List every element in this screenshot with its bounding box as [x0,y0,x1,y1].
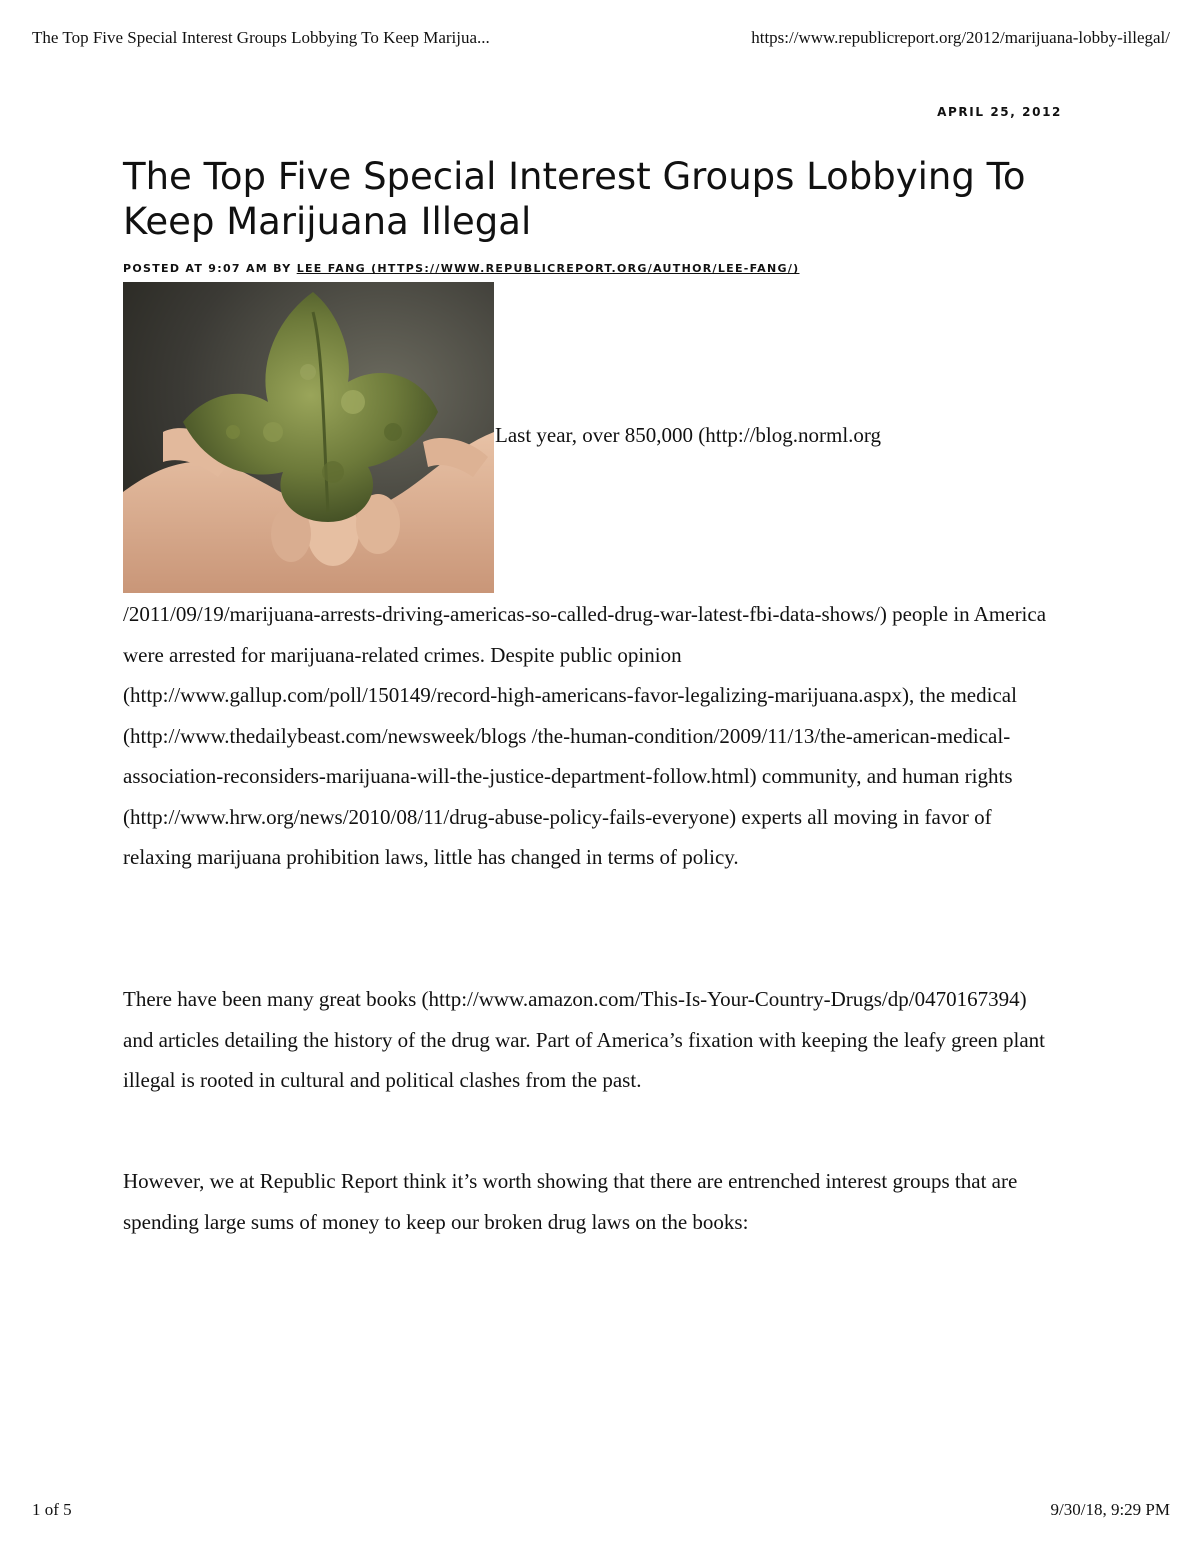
byline [123,262,799,275]
print-header-title: The Top Five Special Interest Groups Lobbying To Keep Marijua... [32,28,490,47]
author-link[interactable]: LEE FANG (HTTPS://WWW.REPUBLICREPORT.ORG/AUTHOR/LEE-FANG/) [296,262,800,275]
article-paragraph-3: However, we at Republic Report think it’s worth showing that there are entrenched interest groups that are spending large sums of money to keep our broken drug laws on the books: [123,1169,1018,1234]
lead-inline-text: Last year, over 850,000 (http://blog.norml.org [495,423,882,447]
byline-prefix: POSTED AT 9:07 AM BY [123,262,292,275]
print-header-url: https://www.republicreport.org/2012/marijuana-lobby-illegal/ [751,28,1170,47]
hero-image [123,282,494,593]
article-paragraph-1: /2011/09/19/marijuana-arrests-driving-americas-so-called-drug-war-latest-fbi-data-shows/) people in America were arrested for marijuana-related crimes. Despite public opinion (http://www.gallup.com/poll/150149/record-high-americans-favor-legalizing-marijuana.aspx), the medical (http://www.thedailybeast.com/newsweek/blogs /the-human-condition/2009/11/13/the-american-medical-association-reconsiders-marijuana-will-the-justice-department-follow.html) community, and human rights (http://www.hrw.org/news/2010/08/11/drug-abuse-policy-fails-everyone) experts all moving in favor of relaxing marijuana prohibition laws, little has changed in terms of policy. [123,602,1047,869]
article-date: APRIL 25, 2012 [937,105,1062,119]
print-header [32,28,1170,48]
print-footer [32,1500,1170,1520]
hands-holding-marijuana-image [123,282,494,593]
page-number: 1 of 5 [32,1500,72,1519]
article-title: The Top Five Special Interest Groups Lobbying To Keep Marijuana Illegal [123,155,1026,243]
article-paragraph-2: There have been many great books (http://www.amazon.com/This-Is-Your-Country-Drugs/dp/0470167394) and articles detailing the history of the drug war. Part of America’s fixation with keeping the leafy green plant illegal is rooted in cultural and political clashes from the past. [123,987,1045,1092]
print-timestamp: 9/30/18, 9:29 PM [1050,1500,1170,1519]
